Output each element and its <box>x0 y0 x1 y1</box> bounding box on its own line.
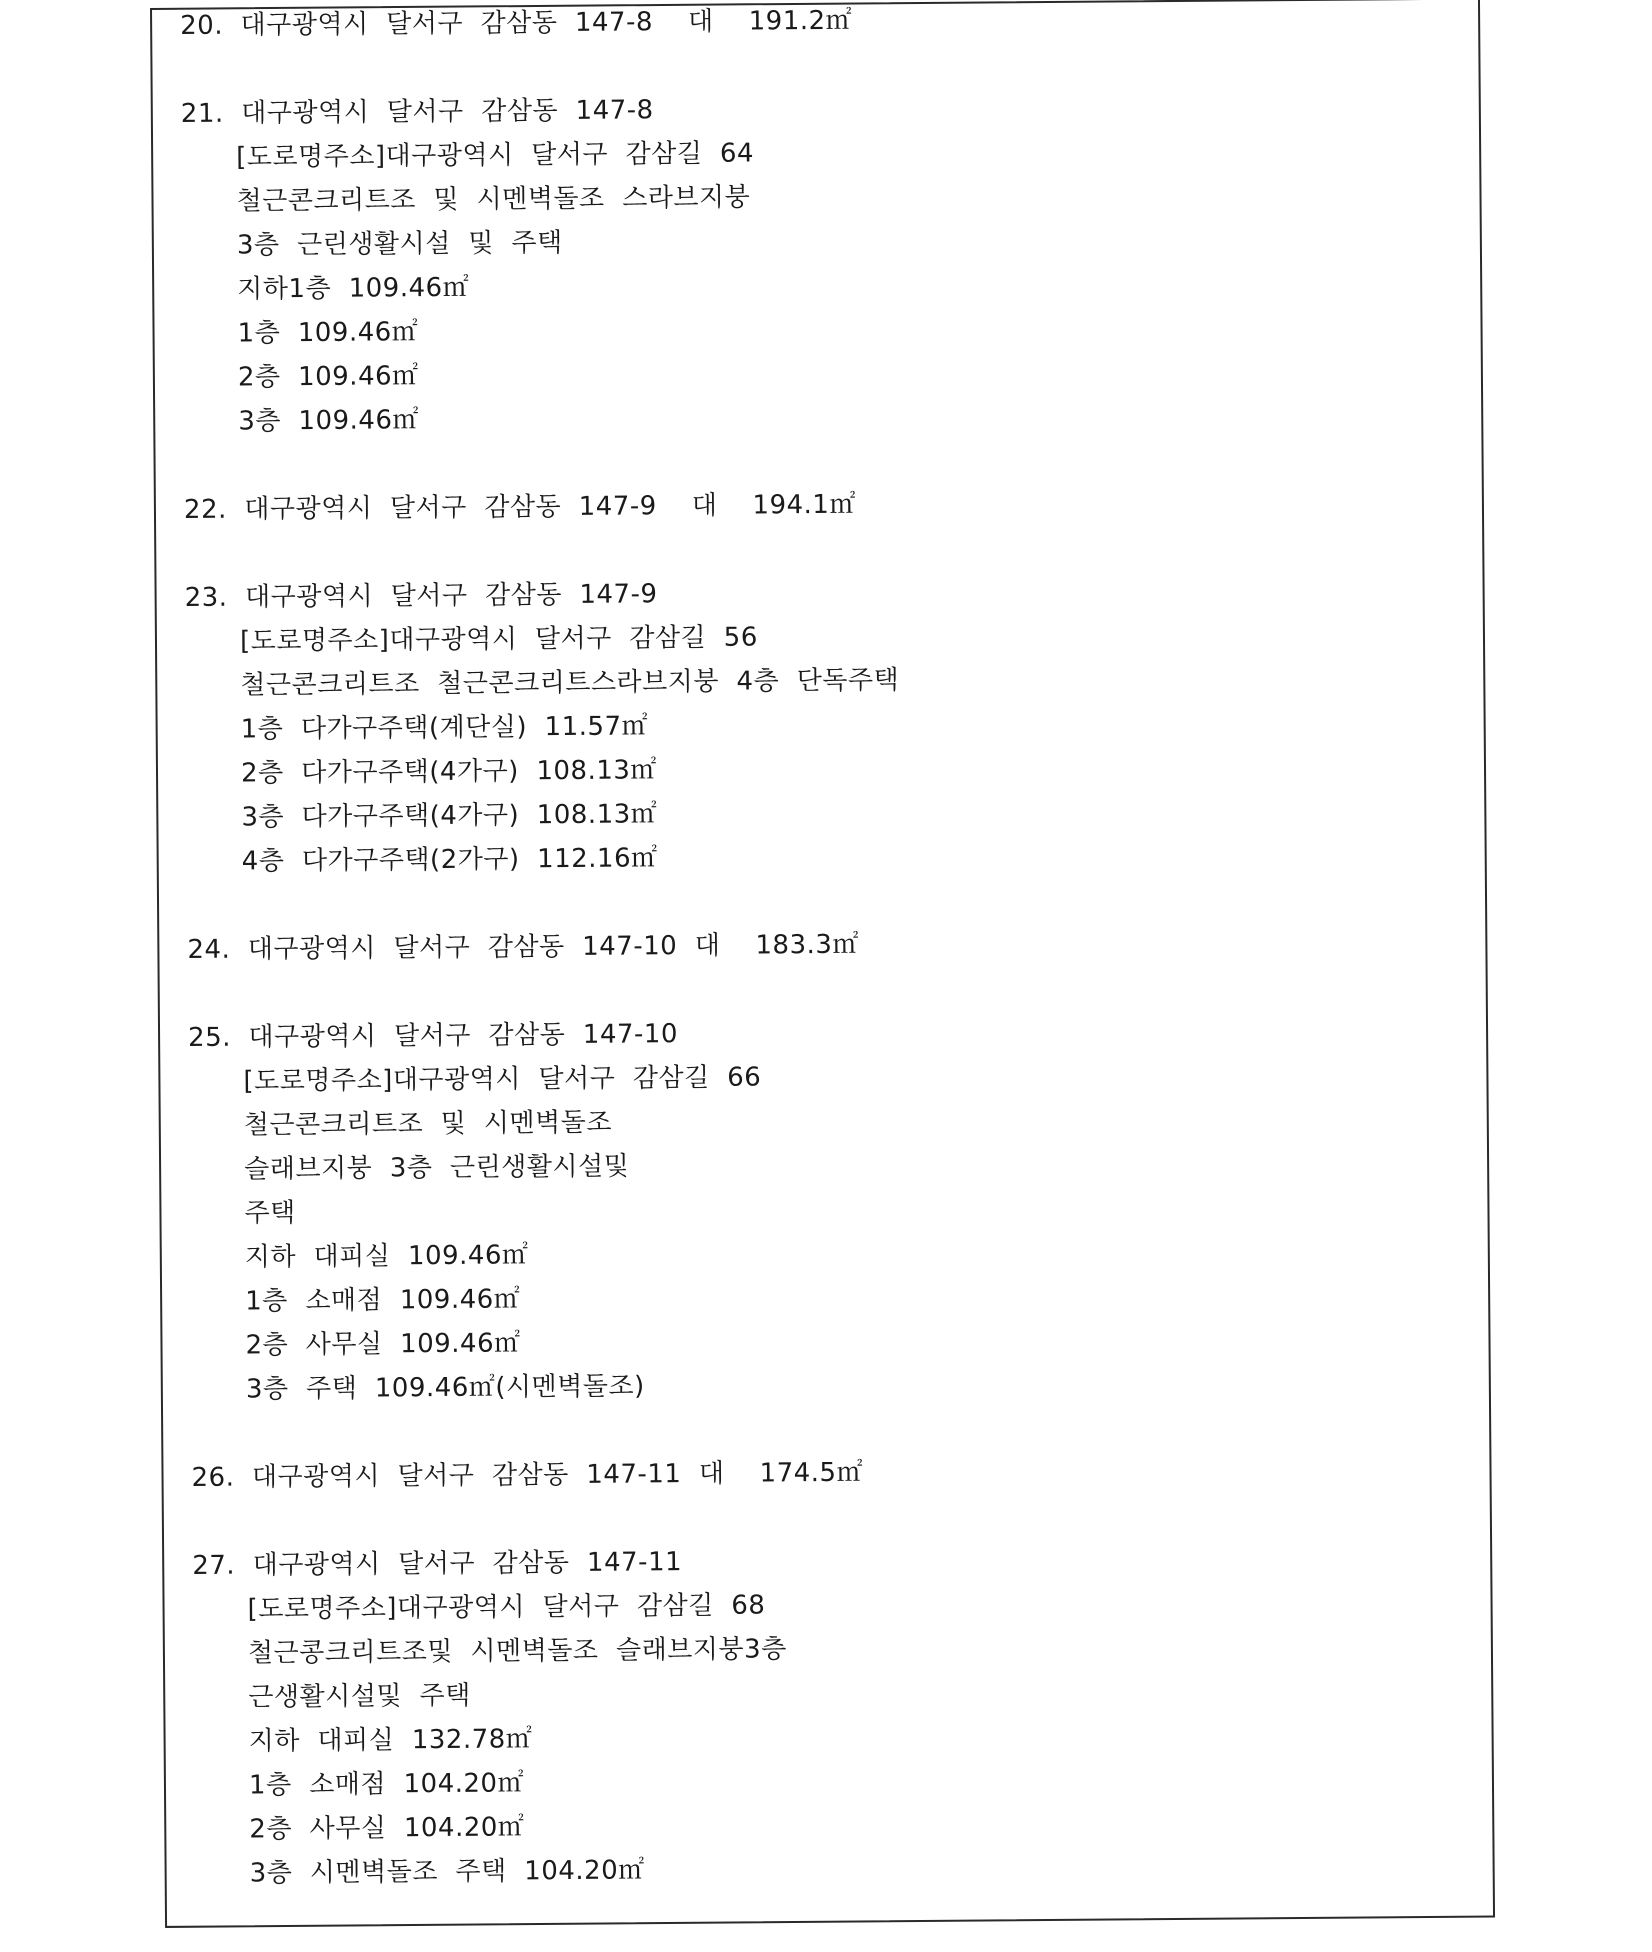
entry-21-floor-3: 3층 109.46㎡ <box>238 405 420 437</box>
entry-23-floor-3: 3층 다가구주택(4가구) 108.13㎡ <box>241 799 658 833</box>
entry-25-road-address: [도로명주소]대구광역시 달서구 감삼길 66 <box>243 1062 762 1097</box>
property-list <box>180 0 1455 1896</box>
entry-21-usage: 3층 근린생활시설 및 주택 <box>236 228 563 261</box>
entry-21-floor-1: 1층 109.46㎡ <box>237 317 419 349</box>
entry-25-structure: 철근콘크리트조 및 시멘벽돌조 <box>243 1107 612 1141</box>
entry-24-line-1: 24. 대구광역시 달서구 감삼동 147-10 대 183.3㎡ <box>187 929 860 965</box>
entry-27-road-address: [도로명주소]대구광역시 달서구 감삼길 68 <box>247 1590 766 1625</box>
entry-27-floor-b1: 지하 대피실 132.78㎡ <box>248 1724 533 1757</box>
entry-27-line-1: 27. 대구광역시 달서구 감삼동 147-11 <box>192 1547 683 1581</box>
entry-23-road-address: [도로명주소]대구광역시 달서구 감삼길 56 <box>239 622 758 657</box>
entry-26-line-1: 26. 대구광역시 달서구 감삼동 147-11 대 174.5㎡ <box>191 1457 864 1493</box>
entry-21-line-1: 21. 대구광역시 달서구 감삼동 147-8 <box>180 95 654 129</box>
entry-23-floor-1: 1층 다가구주택(계단실) 11.57㎡ <box>240 711 649 745</box>
entry-25-floor-3: 3층 주택 109.46㎡(시멘벽돌조) <box>245 1371 645 1405</box>
entry-27-floor-3: 3층 시멘벽돌조 주택 104.20㎡ <box>249 1855 645 1889</box>
entry-25-floor-2: 2층 사무실 109.46㎡ <box>245 1328 521 1361</box>
entry-23-floor-4: 4층 다가구주택(2가구) 112.16㎡ <box>241 843 658 877</box>
entry-21-floor-b1: 지하1층 109.46㎡ <box>237 272 470 305</box>
entry-27-floor-1: 1층 소매점 104.20㎡ <box>248 1768 525 1801</box>
entry-25-floor-b1: 지하 대피실 109.46㎡ <box>244 1240 529 1273</box>
entry-25-usage-cont: 주택 <box>244 1198 296 1229</box>
entry-23-structure: 철근콘크리트조 철근콘크리트스라브지붕 4층 단독주택 <box>240 665 900 701</box>
entry-23-line-1: 23. 대구광역시 달서구 감삼동 147-9 <box>184 579 658 613</box>
entry-25-roof-usage: 슬래브지붕 3층 근린생활시설및 <box>244 1151 630 1185</box>
entry-22-line-1: 22. 대구광역시 달서구 감삼동 147-9 대 194.1㎡ <box>183 489 857 525</box>
entry-27-structure: 철근콩크리트조및 시멘벽돌조 슬래브지붕3층 <box>247 1634 787 1669</box>
entry-27-floor-2: 2층 사무실 104.20㎡ <box>249 1812 525 1845</box>
entry-23-floor-2: 2층 다가구주택(4가구) 108.13㎡ <box>240 755 657 789</box>
entry-20-line-1: 20. 대구광역시 달서구 감삼동 147-8 대 191.2㎡ <box>180 5 853 41</box>
entry-25-floor-1: 1층 소매점 109.46㎡ <box>245 1284 521 1317</box>
entry-21-road-address: [도로명주소]대구광역시 달서구 감삼길 64 <box>236 138 755 173</box>
entry-21-floor-2: 2층 109.46㎡ <box>237 361 419 393</box>
entry-25-line-1: 25. 대구광역시 달서구 감삼동 147-10 <box>188 1019 679 1053</box>
entry-27-usage: 근생활시설및 주택 <box>248 1680 471 1713</box>
entry-21-structure: 철근콘크리트조 및 시멘벽돌조 스라브지붕 <box>236 182 751 217</box>
